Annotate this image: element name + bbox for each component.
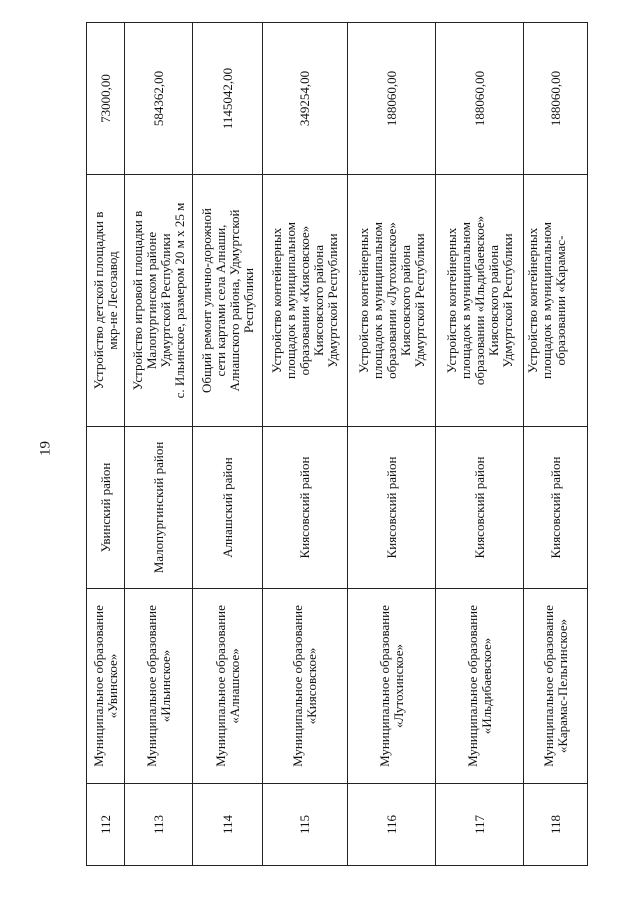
amount-cell: 188060,00 bbox=[524, 23, 588, 175]
municipality-line: «Алнашское» bbox=[226, 648, 242, 724]
work-line: Общий ремонт улично-дорожной bbox=[198, 208, 214, 393]
work-line: площадок в муниципальном bbox=[283, 221, 298, 380]
work-line: площадок в муниципальном bbox=[539, 221, 554, 380]
municipality-line: «Ильдибаевское» bbox=[478, 637, 494, 735]
municipality-cell bbox=[348, 589, 436, 784]
page-number: 19 bbox=[37, 441, 54, 456]
district-cell: Алнашский район bbox=[193, 427, 263, 589]
work-line: Удмуртской Республики bbox=[157, 233, 173, 368]
work-line: Удмуртской Республики bbox=[499, 233, 515, 368]
table-row bbox=[348, 23, 436, 866]
work-description-cell bbox=[524, 175, 588, 427]
municipality-line: «Лутохинское» bbox=[390, 644, 406, 728]
document-table bbox=[86, 22, 588, 866]
work-line: площадок в муниципальном bbox=[457, 221, 473, 380]
municipality-line: Муниципальное образование bbox=[90, 605, 106, 767]
row-number-cell: 115 bbox=[263, 784, 348, 866]
work-line: мкр-не Лесозавод bbox=[104, 251, 120, 350]
district-cell: Киясовский район bbox=[263, 427, 348, 589]
work-line: Киясовского района bbox=[311, 244, 326, 357]
amount-cell: 188060,00 bbox=[436, 23, 524, 175]
municipality-cell bbox=[436, 589, 524, 784]
work-line: образовании «Киясовское» bbox=[297, 225, 312, 376]
amount-cell: 584362,00 bbox=[125, 23, 193, 175]
work-line: Устройство контейнерных bbox=[525, 227, 540, 374]
municipality-line: Муниципальное образование bbox=[464, 605, 480, 767]
municipality-cell bbox=[87, 589, 125, 784]
work-line: Алнашского района, Удмуртской bbox=[226, 209, 242, 392]
work-line: Малопургинском районе bbox=[143, 231, 159, 370]
municipality-cell bbox=[524, 589, 588, 784]
row-number-cell: 116 bbox=[348, 784, 436, 866]
work-line: Устройство контейнерных bbox=[269, 227, 284, 374]
table-row bbox=[125, 23, 193, 866]
table-row bbox=[524, 23, 588, 866]
work-line: Республики bbox=[240, 267, 256, 334]
work-line: Киясовского района bbox=[397, 244, 413, 357]
district-cell: Увинский район bbox=[87, 427, 125, 589]
work-line: Устройство контейнерных bbox=[355, 227, 371, 374]
district-cell: Малопургинский район bbox=[125, 427, 193, 589]
district-cell: Киясовский район bbox=[348, 427, 436, 589]
work-line: Удмуртской Республики bbox=[325, 233, 340, 368]
municipality-line: «Карамас-Пельгинское» bbox=[554, 618, 570, 754]
table-row bbox=[263, 23, 348, 866]
table-row bbox=[193, 23, 263, 866]
municipality-line: Муниципальное образование bbox=[290, 605, 305, 767]
row-number-cell: 113 bbox=[125, 784, 193, 866]
municipality-cell bbox=[125, 589, 193, 784]
municipality-line: Муниципальное образование bbox=[143, 605, 159, 767]
amount-cell: 349254,00 bbox=[263, 23, 348, 175]
work-line: образовании «Лутохинское» bbox=[383, 222, 399, 379]
work-description-cell bbox=[436, 175, 524, 427]
district-cell: Киясовский район bbox=[436, 427, 524, 589]
municipality-cell bbox=[263, 589, 348, 784]
municipality-line: «Ильинское» bbox=[157, 649, 173, 723]
work-description-cell bbox=[193, 175, 263, 427]
work-line: сети картами села Алнаши, bbox=[212, 224, 228, 377]
row-number-cell: 117 bbox=[436, 784, 524, 866]
work-description-cell bbox=[125, 175, 193, 427]
work-line: с. Ильинское, размером 20 м х 25 м bbox=[171, 202, 187, 399]
document-table-rotated bbox=[86, 23, 585, 866]
table-row bbox=[87, 23, 125, 866]
work-line: образовании «Ильдибаевское» bbox=[471, 215, 487, 386]
work-description-cell bbox=[348, 175, 436, 427]
work-line: Киясовского района bbox=[485, 244, 501, 357]
amount-cell: 73000,00 bbox=[87, 23, 125, 175]
work-description-cell bbox=[263, 175, 348, 427]
work-line: Устройство контейнерных bbox=[443, 227, 459, 374]
work-line: Удмуртской Республики bbox=[411, 233, 427, 368]
row-number-cell: 112 bbox=[87, 784, 125, 866]
table-body bbox=[87, 23, 588, 866]
work-line: площадок в муниципальном bbox=[369, 221, 385, 380]
municipality-line: Муниципальное образование bbox=[376, 605, 392, 767]
amount-cell: 1145042,00 bbox=[193, 23, 263, 175]
district-cell: Киясовский район bbox=[524, 427, 588, 589]
municipality-line: Муниципальное образование bbox=[212, 605, 228, 767]
amount-cell: 188060,00 bbox=[348, 23, 436, 175]
municipality-line: Муниципальное образование bbox=[540, 605, 556, 767]
work-description-cell bbox=[87, 175, 125, 427]
work-line: Устройство игровой площадки в bbox=[129, 210, 145, 391]
municipality-line: «Увинское» bbox=[104, 653, 120, 719]
work-line: образовании «Карамас- bbox=[553, 235, 568, 366]
row-number-cell: 118 bbox=[524, 784, 588, 866]
municipality-line: «Киясовское» bbox=[304, 647, 319, 725]
row-number-cell: 114 bbox=[193, 784, 263, 866]
municipality-cell bbox=[193, 589, 263, 784]
work-line: Устройство детской площадки в bbox=[90, 211, 106, 390]
table-row bbox=[436, 23, 524, 866]
